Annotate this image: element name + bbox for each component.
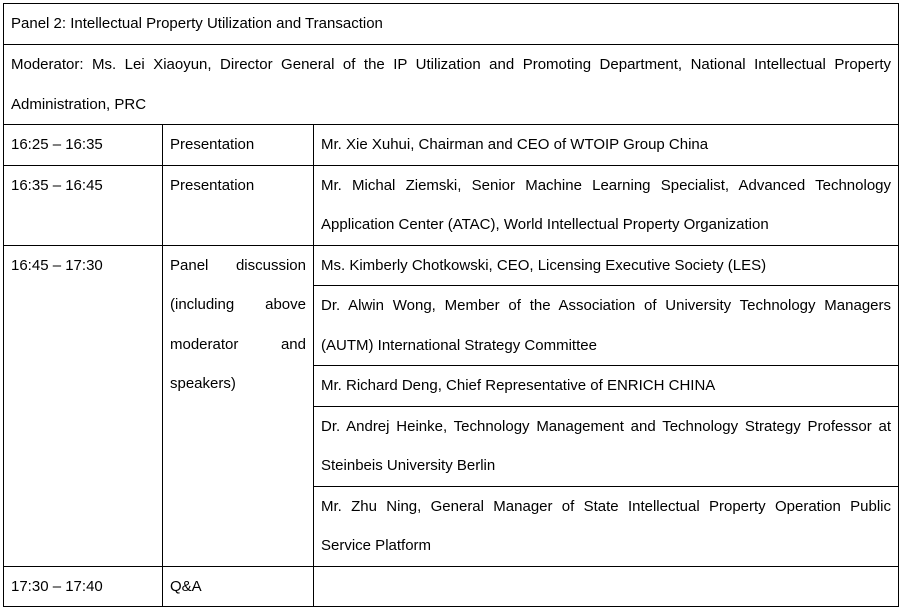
time-cell: 16:35 – 16:45 xyxy=(4,165,163,245)
session-type-cell: Panel discussion (including above moderator and speakers) xyxy=(163,245,314,566)
speaker-cell: Dr. Alwin Wong, Member of the Association of University Technology Managers (AUTM) International Strategy Committee xyxy=(314,286,899,366)
table-row xyxy=(4,566,899,607)
table-row xyxy=(4,245,899,286)
speaker-cell xyxy=(314,566,899,607)
speaker-cell: Mr. Zhu Ning, General Manager of State Intellectual Property Operation Public Service Platform xyxy=(314,486,899,566)
speaker-cell: Mr. Richard Deng, Chief Representative of ENRICH CHINA xyxy=(314,366,899,407)
time-cell: 16:45 – 17:30 xyxy=(4,245,163,566)
time-cell: 16:25 – 16:35 xyxy=(4,125,163,166)
panel-title-row xyxy=(4,4,899,45)
session-type-cell: Presentation xyxy=(163,125,314,166)
moderator-cell: Moderator: Ms. Lei Xiaoyun, Director General of the IP Utilization and Promoting Department, National Intellectual Property Administration, PRC xyxy=(4,45,899,125)
speaker-cell: Mr. Michal Ziemski, Senior Machine Learning Specialist, Advanced Technology Application Center (ATAC), World Intellectual Property Organization xyxy=(314,165,899,245)
session-type-cell: Presentation xyxy=(163,165,314,245)
session-type-cell: Q&A xyxy=(163,566,314,607)
speaker-cell: Dr. Andrej Heinke, Technology Management and Technology Strategy Professor at Steinbeis University Berlin xyxy=(314,406,899,486)
moderator-row xyxy=(4,45,899,125)
time-cell: 17:30 – 17:40 xyxy=(4,566,163,607)
table-row xyxy=(4,165,899,245)
panel-title: Panel 2: Intellectual Property Utilization and Transaction xyxy=(4,4,899,45)
speaker-cell: Mr. Xie Xuhui, Chairman and CEO of WTOIP Group China xyxy=(314,125,899,166)
agenda-table xyxy=(3,3,899,607)
speaker-cell: Ms. Kimberly Chotkowski, CEO, Licensing Executive Society (LES) xyxy=(314,245,899,286)
table-row xyxy=(4,125,899,166)
